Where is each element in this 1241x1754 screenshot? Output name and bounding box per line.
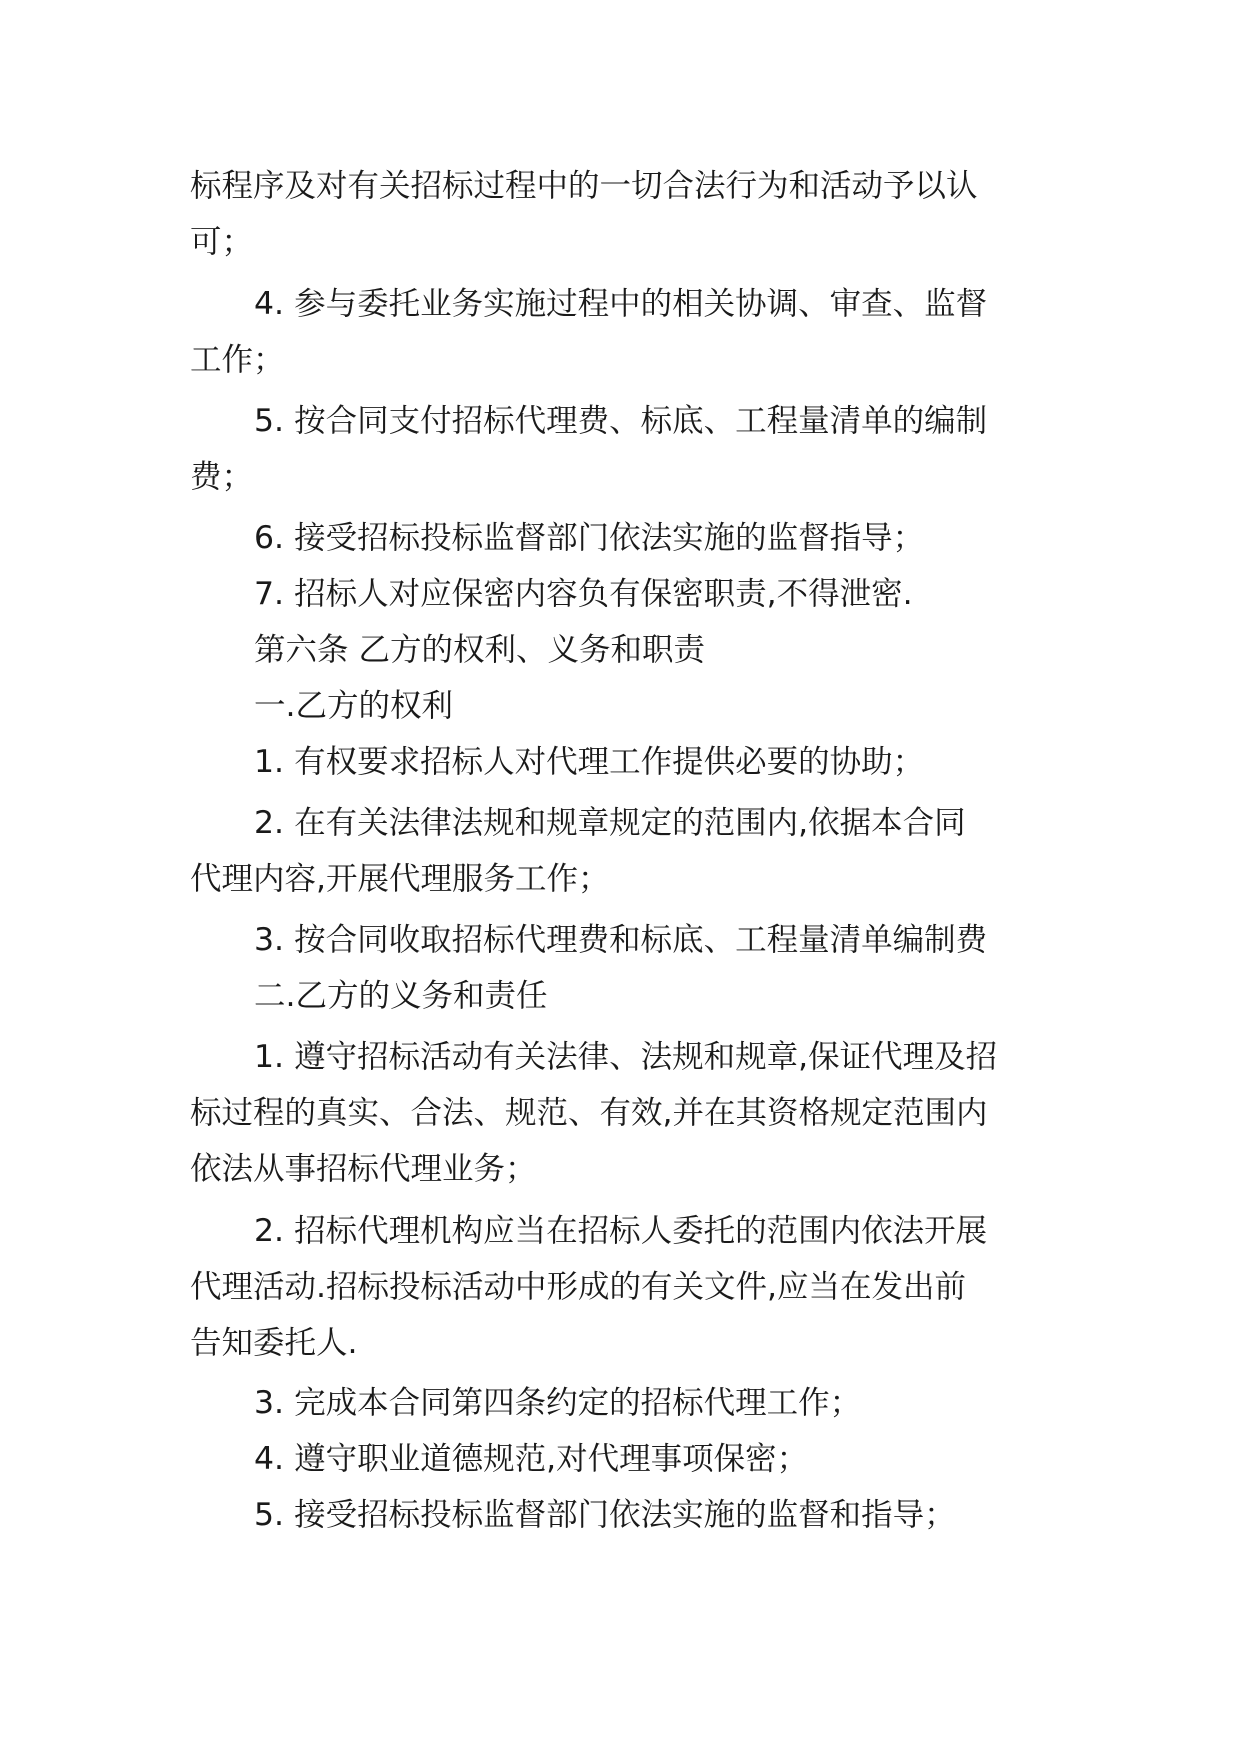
text-line: 4. 遵守职业道德规范,对代理事项保密；	[254, 1441, 809, 1477]
text-line: 工作；	[190, 342, 285, 378]
text-line: 3. 完成本合同第四条约定的招标代理工作；	[254, 1385, 862, 1421]
text-line: 1. 遵守招标活动有关法律、法规和规章,保证代理及招	[254, 1039, 998, 1075]
text-line: 依法从事招标代理业务；	[190, 1151, 537, 1187]
section-heading: 第六条 乙方的权利、义务和职责	[254, 632, 706, 668]
text-line: 代理活动.招标投标活动中形成的有关文件,应当在发出前	[190, 1269, 967, 1305]
text-line: 1. 有权要求招标人对代理工作提供必要的协助；	[254, 744, 925, 780]
subsection-heading: 二.乙方的义务和责任	[254, 978, 548, 1014]
text-line: 3. 按合同收取招标代理费和标底、工程量清单编制费	[254, 922, 988, 958]
text-line: 标程序及对有关招标过程中的一切合法行为和活动予以认	[190, 168, 978, 204]
text-line: 6. 接受招标投标监督部门依法实施的监督指导；	[254, 520, 925, 556]
subsection-heading: 一.乙方的权利	[254, 688, 454, 724]
text-line: 5. 按合同支付招标代理费、标底、工程量清单的编制	[254, 403, 988, 439]
text-line: 可；	[190, 224, 254, 260]
text-line: 费；	[190, 459, 254, 495]
text-line: 标过程的真实、合法、规范、有效,并在其资格规定范围内	[190, 1095, 988, 1131]
text-line: 2. 招标代理机构应当在招标人委托的范围内依法开展	[254, 1213, 988, 1249]
text-line: 4. 参与委托业务实施过程中的相关协调、审查、监督	[254, 286, 988, 322]
text-line: 5. 接受招标投标监督部门依法实施的监督和指导；	[254, 1497, 956, 1533]
text-line: 2. 在有关法律法规和规章规定的范围内,依据本合同	[254, 805, 966, 841]
text-line: 告知委托人.	[190, 1325, 358, 1361]
text-line: 代理内容,开展代理服务工作；	[190, 861, 610, 897]
text-line: 7. 招标人对应保密内容负有保密职责,不得泄密.	[254, 576, 913, 612]
